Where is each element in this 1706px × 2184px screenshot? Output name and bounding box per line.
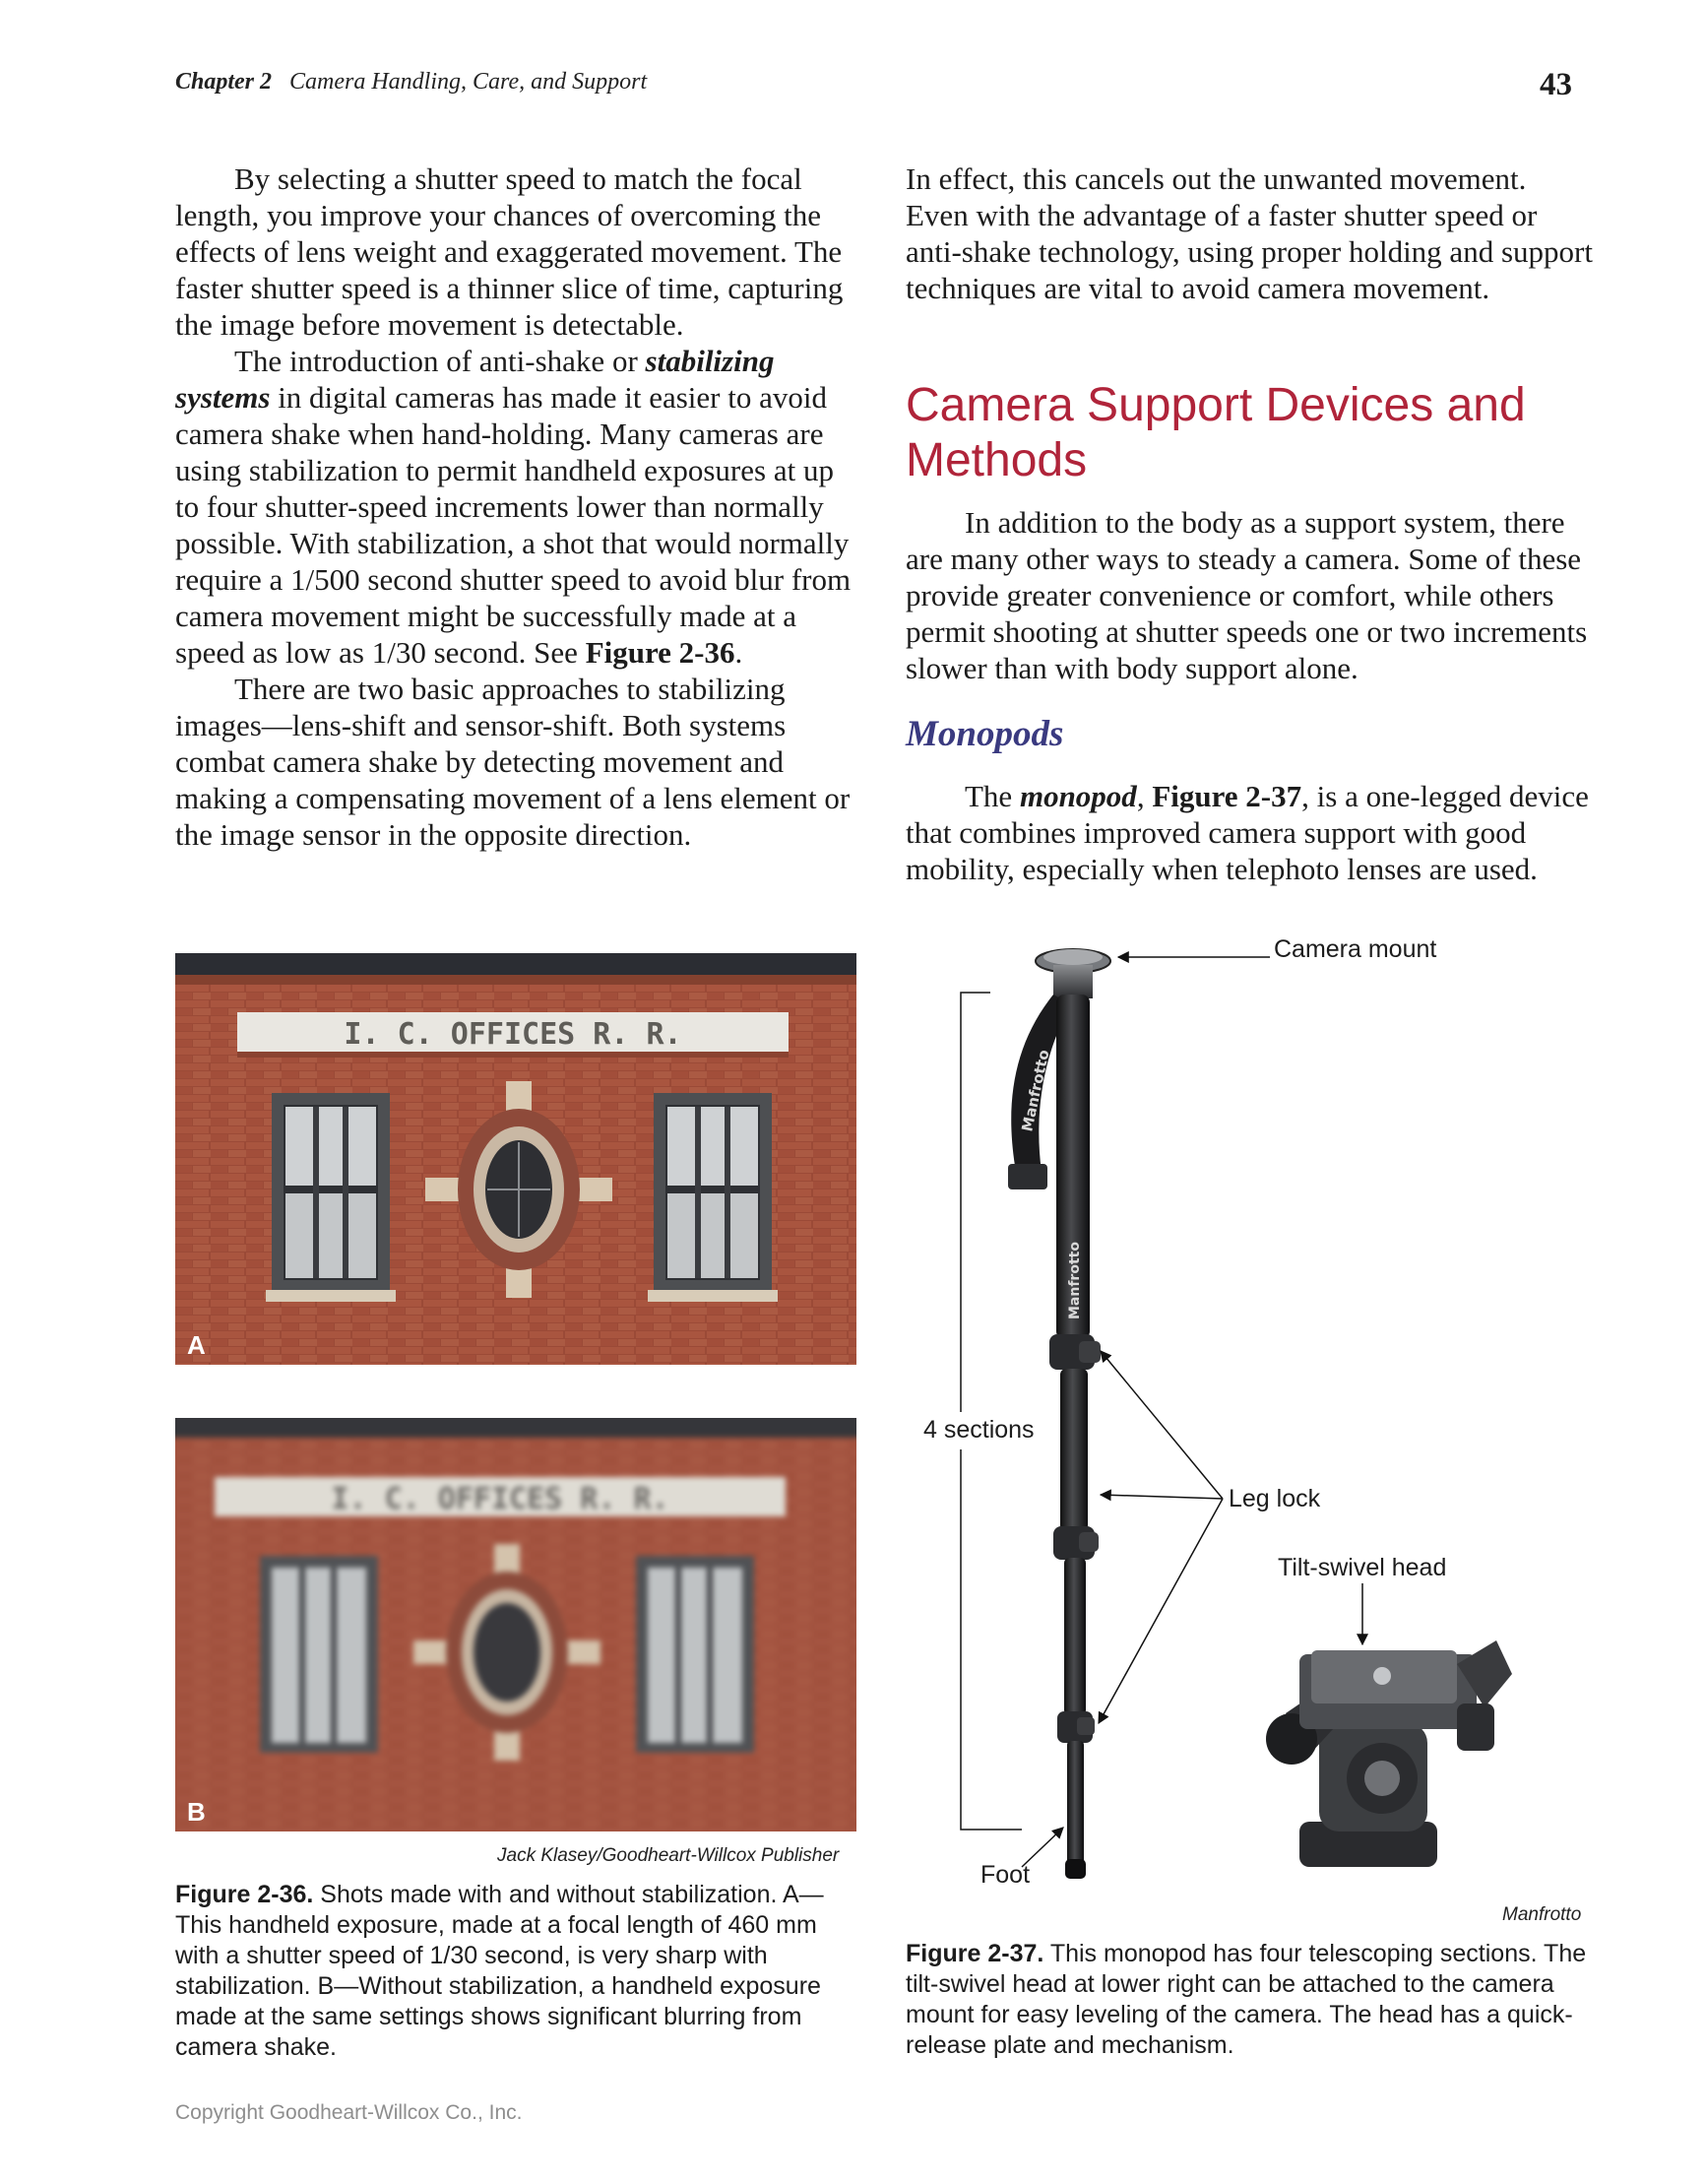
- key-term-monopod: monopod: [1019, 779, 1137, 813]
- text-run: The introduction of anti-shake or: [234, 344, 646, 378]
- tube-brand-mark: Manfrotto: [1067, 1242, 1083, 1319]
- callout-foot: Foot: [980, 1861, 1031, 1889]
- figure-reference-2-37: Figure 2-37: [1152, 779, 1302, 813]
- figure-label-2-36: Figure 2-36.: [175, 1881, 314, 1908]
- photo-b-blurred: [175, 1418, 856, 1831]
- section-heading: Camera Support Devices and Methods: [906, 379, 1526, 486]
- figure-caption-text-2-36: Shots made with and without stabilization. A—This handheld exposure, made at a focal length of 460 mm with a shutter speed of 1/30 second, is very sharp with stabilization. B—Without stabilization, a handheld exposure made at the same settings shows significant blurring from camera shake.: [175, 1881, 824, 2061]
- photo-a-sharp: [175, 953, 856, 1365]
- paragraph-monopod: [906, 778, 1600, 887]
- text-run: The: [965, 779, 1020, 813]
- strap-brand-mark: Manfrotto: [1018, 1048, 1053, 1133]
- callout-camera-mount: Camera mount: [1274, 935, 1437, 963]
- figure-2-37-monopod: [906, 935, 1595, 1900]
- chapter-title: Camera Handling, Care, and Support: [289, 69, 648, 95]
- callout-tilt-swivel-head: Tilt-swivel head: [1278, 1554, 1447, 1581]
- text-run: in digital cameras has made it easier to avoid camera shake when hand-holding. Many cameras are using stabilization to permit handheld exposures at up to four shutter-speed increments lower than normally possible. With stabilization, a shot that would normally require a 1/500 second shutter speed to avoid blur from camera movement might be successfully made at a speed as low as 1/30 second. See: [175, 380, 852, 670]
- paragraph-approaches: There are two basic approaches to stabilizing images—lens-shift and sensor-shift. Both systems combat camera shake by detecting movement and making a compensating movement of a lens element or the image sensor in the opposite direction.: [175, 672, 851, 852]
- callout-4-sections: 4 sections: [923, 1416, 1035, 1444]
- sign-text-a: I. C. OFFICES R. R.: [344, 1017, 682, 1052]
- paragraph-support-systems: In addition to the body as a support system, there are many other ways to steady a camera. Some of these provide greater convenience or comfort, while others permit shooting at shutter speeds one or two increments slower than with body support alone.: [906, 505, 1588, 685]
- paragraph-stabilization: [175, 343, 854, 671]
- sign-text-b: I. C. OFFICES R. R.: [331, 1482, 669, 1516]
- figure-reference-2-36: Figure 2-36: [585, 635, 735, 670]
- running-header: [175, 69, 647, 96]
- key-term-stabilizing-systems: stabilizing systems: [175, 344, 775, 415]
- photo-credit-2-37: Manfrotto: [1502, 1904, 1582, 1925]
- text-run: .: [734, 635, 743, 670]
- page-number: 43: [1540, 67, 1572, 102]
- building-facade-image: [175, 953, 856, 1365]
- section-intro: [906, 504, 1600, 686]
- photo-label-a: A: [187, 1330, 206, 1360]
- photo-label-b: B: [187, 1797, 206, 1827]
- monopod-section: [906, 778, 1600, 887]
- chapter-label: Chapter 2: [175, 69, 273, 95]
- tilt-swivel-head-image: [1266, 1640, 1512, 1867]
- text-run: ,: [1136, 779, 1153, 813]
- figure-caption-2-36: [175, 1880, 864, 2063]
- callout-leg-lock: Leg lock: [1229, 1485, 1321, 1512]
- paragraph-shutter-speed: By selecting a shutter speed to match the focal length, you improve your chances of overcoming the effects of lens weight and exaggerated movement. The faster shutter speed is a thinner slice of time, capturing the image before movement is detectable.: [175, 161, 844, 342]
- paragraph-cancels-movement: In effect, this cancels out the unwanted movement. Even with the advantage of a faster shutter speed or anti-shake technology, using proper holding and support techniques are vital to avoid camera movement.: [906, 161, 1593, 305]
- text-run: , is a one-legged device that combines improved camera support with good mobility, especially when telephoto lenses are used.: [906, 779, 1589, 886]
- figure-label-2-37: Figure 2-37.: [906, 1940, 1044, 1967]
- right-column-intro: [906, 161, 1595, 306]
- figure-caption-2-37: [906, 1939, 1595, 2061]
- left-column: [175, 161, 854, 853]
- copyright-footer: Copyright Goodheart-Willcox Co., Inc.: [175, 2101, 523, 2124]
- photo-credit-2-36: Jack Klasey/Goodheart-Willcox Publisher: [497, 1845, 840, 1866]
- building-facade-blurred-image: [175, 1418, 856, 1831]
- figure-caption-text-2-37: This monopod has four telescoping sections. The tilt-swivel head at lower right can be attached to the camera mount for easy leveling of the camera. The head has a quick-release plate and mechanism.: [906, 1940, 1587, 2059]
- subheading-monopods: Monopods: [906, 714, 1064, 754]
